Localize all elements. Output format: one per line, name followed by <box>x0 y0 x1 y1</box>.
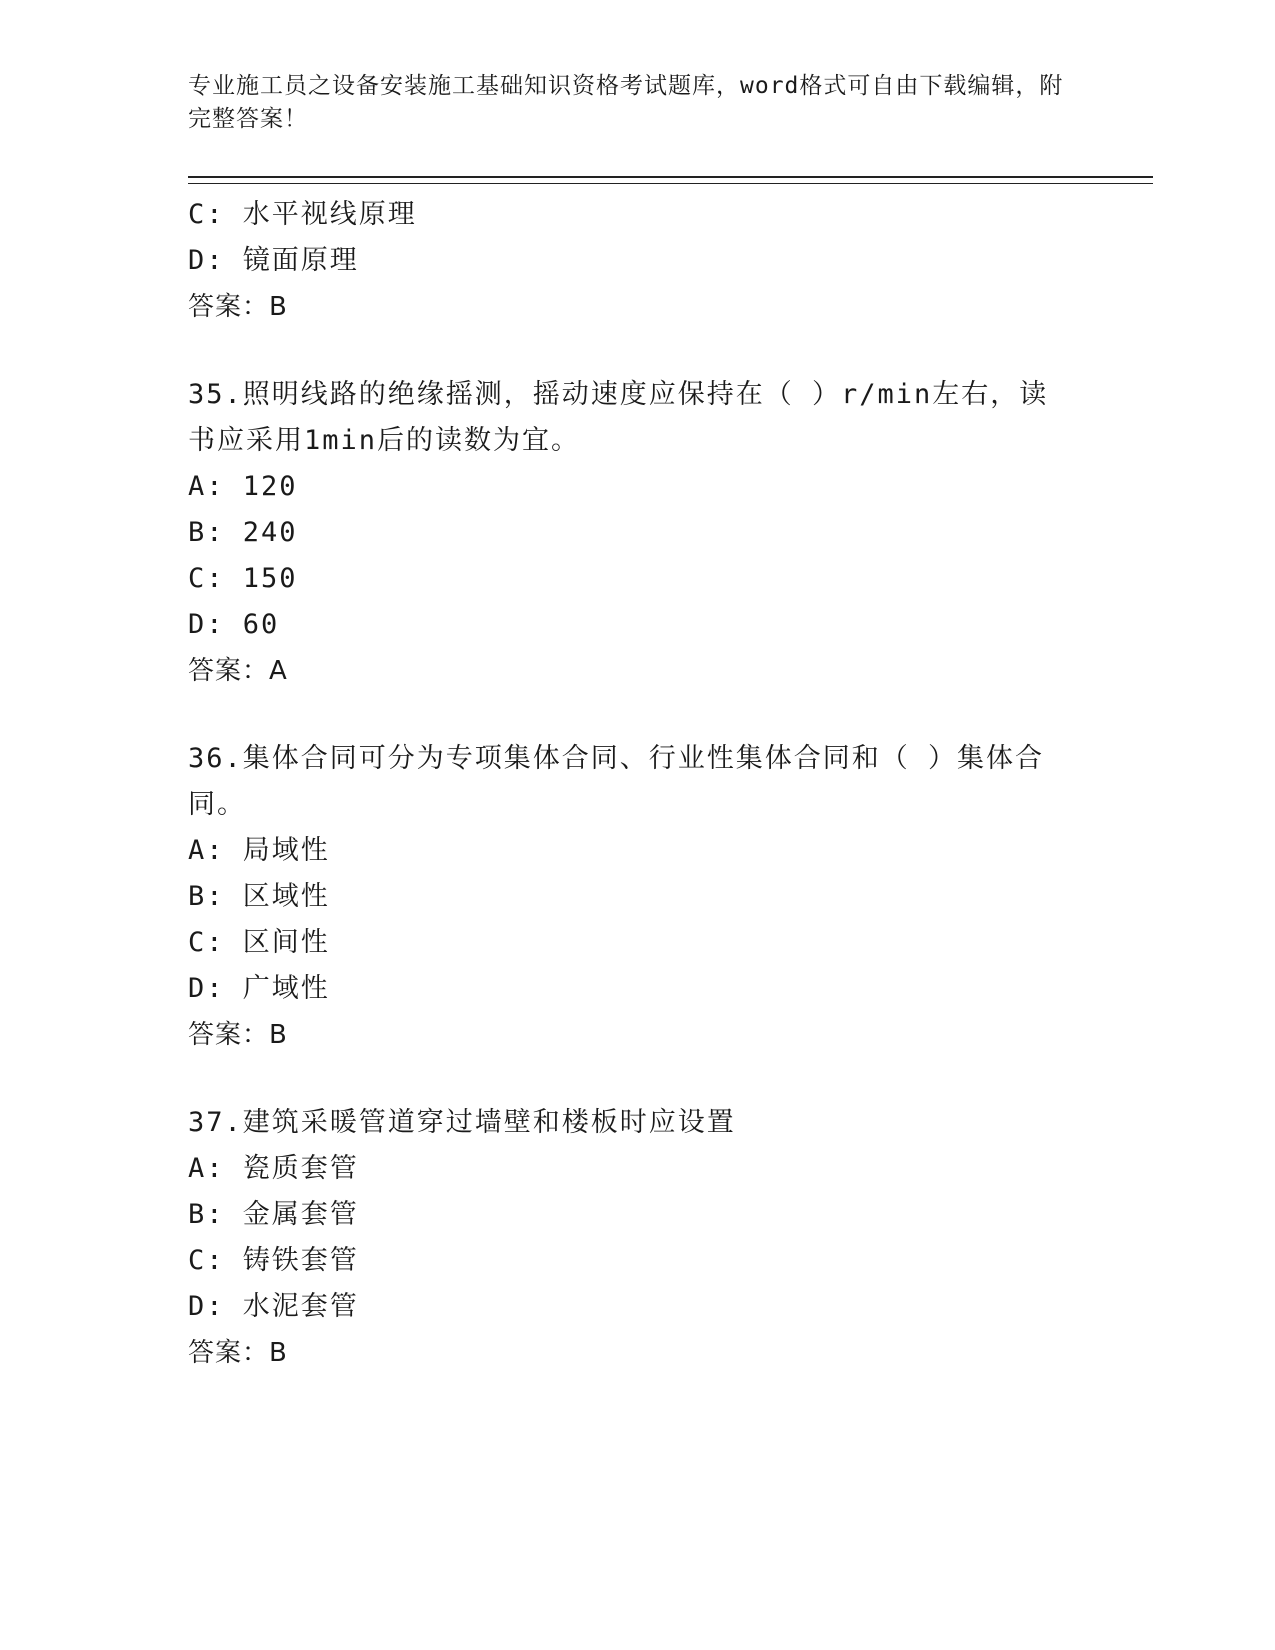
option-a: A: 瓷质套管 <box>188 1153 359 1184</box>
option-b: B: 金属套管 <box>188 1199 359 1230</box>
option-d: D: 60 <box>188 609 280 640</box>
question-stem: 35.照明线路的绝缘摇测，摇动速度应保持在（ ）r/min左右，读书应采用1min后的读数为宜。 <box>188 379 1049 456</box>
header-divider <box>188 176 1153 184</box>
option-c: C: 铸铁套管 <box>188 1245 359 1276</box>
option-b: B: 区域性 <box>188 881 330 912</box>
question-35 <box>188 372 1153 694</box>
question-stem: 36.集体合同可分为专项集体合同、行业性集体合同和（ ）集体合同。 <box>188 743 1045 820</box>
option-a: A: 120 <box>188 471 298 502</box>
answer-label: 答案：B <box>188 1338 288 1368</box>
option-a: A: 局域性 <box>188 835 330 866</box>
answer-label: 答案：A <box>188 656 288 686</box>
answer-label: 答案：B <box>188 1020 288 1050</box>
question-list <box>188 192 1153 1376</box>
option-d: D: 镜面原理 <box>188 245 359 276</box>
answer-label: 答案：B <box>188 292 288 322</box>
document-header-title: 专业施工员之设备安装施工基础知识资格考试题库，word格式可自由下载编辑，附完整答案！ <box>188 73 1064 132</box>
option-b: B: 240 <box>188 517 298 548</box>
question-36 <box>188 736 1153 1058</box>
option-c: C: 区间性 <box>188 927 330 958</box>
question-34-tail <box>188 192 1153 330</box>
option-c: C: 150 <box>188 563 298 594</box>
option-d: D: 水泥套管 <box>188 1291 359 1322</box>
option-c: C: 水平视线原理 <box>188 199 417 230</box>
document-page <box>188 70 1153 1376</box>
question-37 <box>188 1100 1153 1376</box>
option-d: D: 广域性 <box>188 973 330 1004</box>
question-stem: 37.建筑采暖管道穿过墙壁和楼板时应设置 <box>188 1107 736 1138</box>
